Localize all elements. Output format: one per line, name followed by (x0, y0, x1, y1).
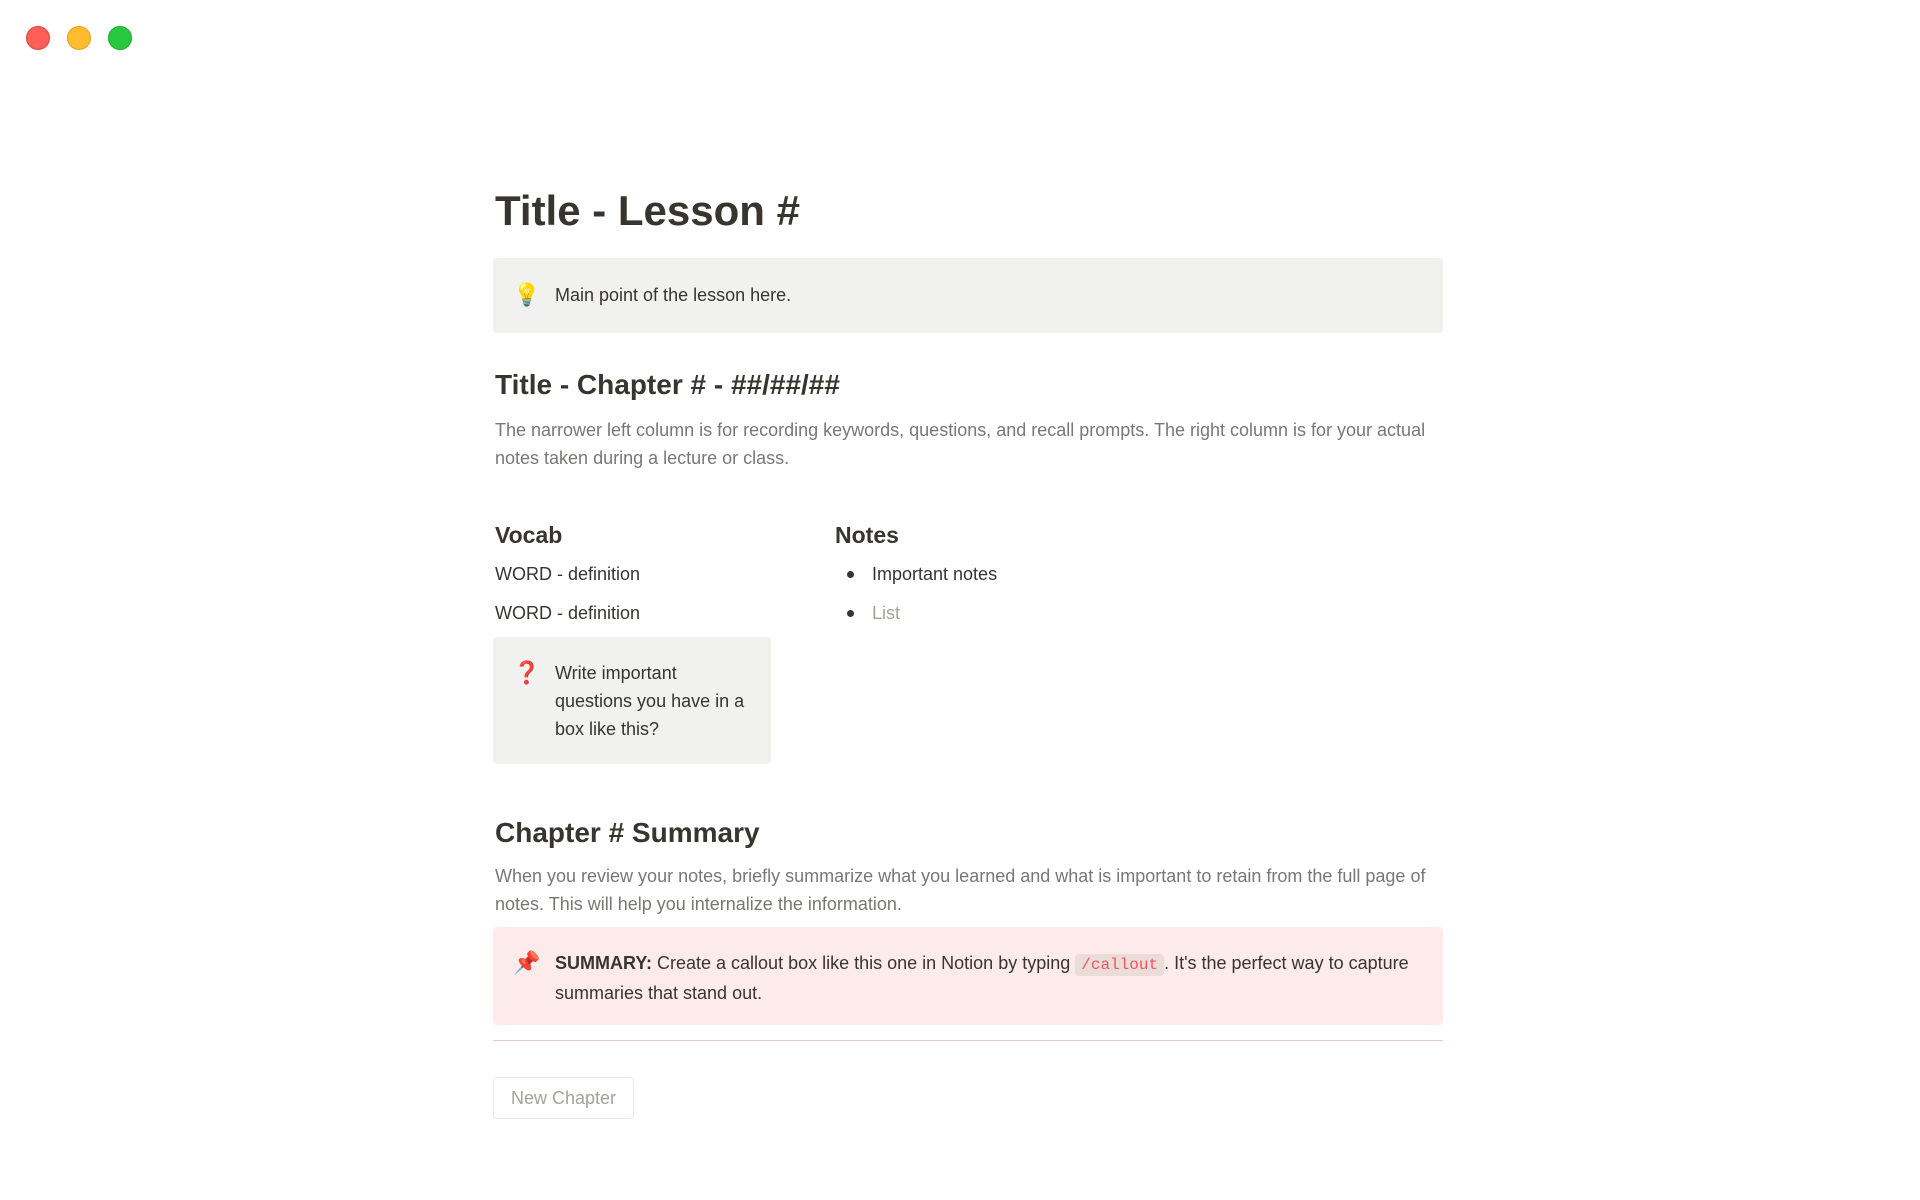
question-mark-icon[interactable]: ❓ (513, 660, 541, 685)
notes-heading[interactable]: Notes (835, 522, 899, 548)
notes-item-text[interactable]: Important notes (872, 564, 998, 584)
lightbulb-icon[interactable]: 💡 (513, 282, 541, 307)
bullet-icon (847, 610, 854, 617)
notes-placeholder[interactable]: List (872, 603, 901, 623)
summary-callout[interactable] (493, 927, 1443, 1025)
summary-callout-text[interactable] (555, 949, 1423, 1007)
summary-heading[interactable]: Chapter # Summary (495, 817, 760, 848)
summary-label: SUMMARY: (555, 953, 652, 973)
divider (493, 1040, 1443, 1041)
vocab-item[interactable]: WORD - definition (495, 603, 641, 623)
notes-list-item-empty[interactable] (835, 599, 900, 627)
maximize-window-button[interactable] (108, 26, 132, 50)
minimize-window-button[interactable] (67, 26, 91, 50)
summary-description[interactable]: When you review your notes, briefly summarize what you learned and what is important to retain from the full page of notes. This will help you internalize the information. (495, 866, 1426, 914)
summary-text-before: Create a callout box like this one in Notion by typing (652, 953, 1076, 973)
window-controls (26, 26, 132, 50)
summary-text-after: . It's the perfect way to capture summaries that stand out. (555, 953, 1409, 1003)
main-point-text[interactable]: Main point of the lesson here. (555, 285, 792, 305)
notes-list-item[interactable] (835, 560, 997, 588)
callout-command-code: /callout (1075, 954, 1164, 976)
bullet-icon (847, 571, 854, 578)
new-chapter-button[interactable]: New Chapter (493, 1077, 634, 1119)
vocab-heading[interactable]: Vocab (495, 522, 563, 548)
question-text[interactable]: Write important questions you have in a box like this? (555, 663, 745, 739)
chapter-heading[interactable]: Title - Chapter # - ##/##/## (495, 369, 840, 400)
main-point-callout[interactable] (493, 258, 1443, 333)
page-title[interactable]: Title - Lesson # (495, 187, 800, 234)
question-callout[interactable] (493, 637, 771, 764)
close-window-button[interactable] (26, 26, 50, 50)
chapter-description[interactable]: The narrower left column is for recording keywords, questions, and recall prompts. The right column is for your actual notes taken during a lecture or class. (495, 420, 1426, 468)
vocab-item[interactable]: WORD - definition (495, 564, 641, 584)
pushpin-icon[interactable]: 📌 (513, 950, 541, 975)
